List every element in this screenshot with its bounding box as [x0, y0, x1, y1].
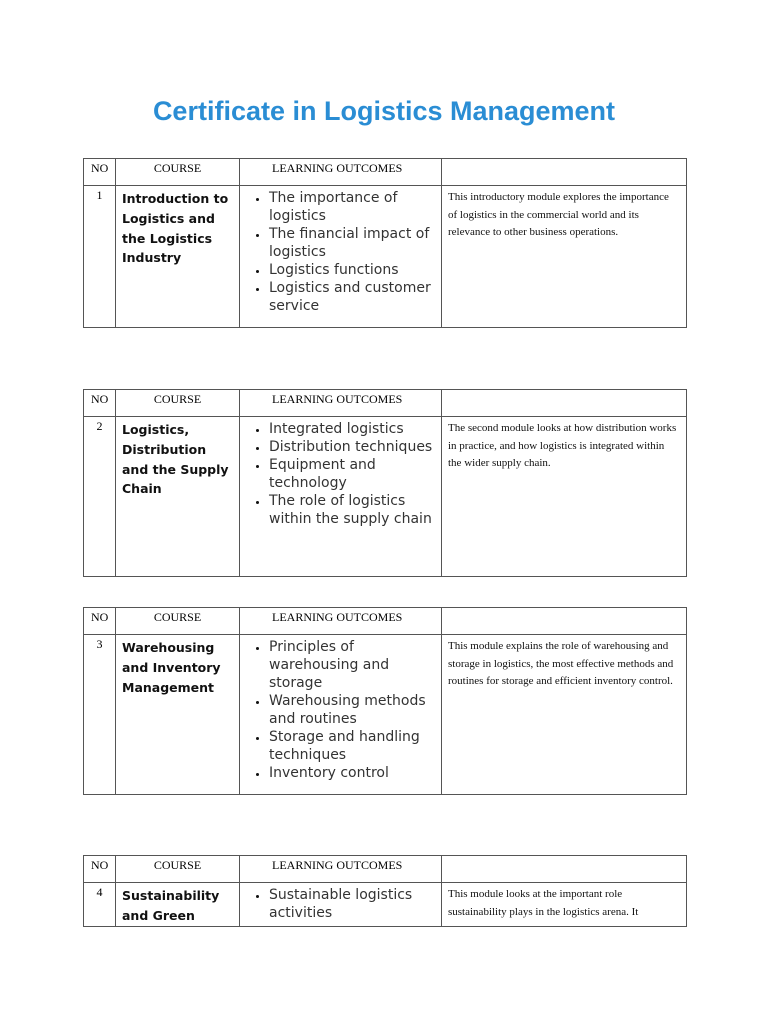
header-row — [84, 390, 687, 417]
header-course: COURSE — [116, 608, 240, 635]
header-row — [84, 608, 687, 635]
module-description: The second module looks at how distribution works in practice, and how logistics is integrated within the wider supply chain. — [442, 417, 687, 577]
header-no: NO — [84, 159, 116, 186]
module-number: 1 — [84, 186, 116, 328]
learning-outcomes — [240, 635, 442, 795]
module-table-3 — [83, 607, 687, 795]
outcome-item: • Warehousing methods and routines — [269, 692, 437, 728]
course-name: Sustainability and Green — [116, 883, 240, 927]
header-no: NO — [84, 390, 116, 417]
outcome-item: • Storage and handling techniques — [269, 728, 437, 764]
learning-outcomes — [240, 417, 442, 577]
module-number: 2 — [84, 417, 116, 577]
module-number: 4 — [84, 883, 116, 927]
header-learning-outcomes: LEARNING OUTCOMES — [240, 159, 442, 186]
outcome-item: • The role of logistics within the supply chain — [269, 492, 437, 528]
header-course: COURSE — [116, 390, 240, 417]
course-name: Introduction to Logistics and the Logistics Industry — [116, 186, 240, 328]
header-description — [442, 608, 687, 635]
module-table-4 — [83, 855, 687, 927]
module-row — [84, 417, 687, 577]
module-row — [84, 635, 687, 795]
course-name: Logistics, Distribution and the Supply Chain — [116, 417, 240, 577]
header-learning-outcomes: LEARNING OUTCOMES — [240, 608, 442, 635]
header-no: NO — [84, 608, 116, 635]
course-name: Warehousing and Inventory Management — [116, 635, 240, 795]
header-description — [442, 390, 687, 417]
document-title: Certificate in Logistics Management — [152, 96, 616, 126]
module-table-1 — [83, 158, 687, 328]
module-row — [84, 883, 687, 927]
header-description — [442, 856, 687, 883]
learning-outcomes — [240, 883, 442, 927]
module-description: This introductory module explores the importance of logistics in the commercial world and its relevance to other business operations. — [442, 186, 687, 328]
outcome-item: • The financial impact of logistics — [269, 225, 437, 261]
header-row — [84, 159, 687, 186]
outcome-item: • Distribution techniques — [269, 438, 437, 456]
module-table-2 — [83, 389, 687, 577]
module-row — [84, 186, 687, 328]
outcome-item: • Integrated logistics — [269, 420, 437, 438]
outcome-item: • Equipment and technology — [269, 456, 437, 492]
header-course: COURSE — [116, 159, 240, 186]
outcome-item: • Logistics and customer service — [269, 279, 437, 315]
outcome-item: • Inventory control — [269, 764, 437, 782]
header-learning-outcomes: LEARNING OUTCOMES — [240, 856, 442, 883]
outcome-item: • Principles of warehousing and storage — [269, 638, 437, 692]
header-course: COURSE — [116, 856, 240, 883]
outcome-item: • Sustainable logistics activities — [269, 886, 437, 922]
module-number: 3 — [84, 635, 116, 795]
header-description — [442, 159, 687, 186]
header-learning-outcomes: LEARNING OUTCOMES — [240, 390, 442, 417]
learning-outcomes — [240, 186, 442, 328]
header-row — [84, 856, 687, 883]
outcome-item: • The importance of logistics — [269, 189, 437, 225]
outcome-item: • Logistics functions — [269, 261, 437, 279]
module-description: This module explains the role of warehousing and storage in logistics, the most effective methods and routines for storage and efficient inventory control. — [442, 635, 687, 795]
header-no: NO — [84, 856, 116, 883]
module-description: This module looks at the important role sustainability plays in the logistics arena. It — [442, 883, 687, 927]
